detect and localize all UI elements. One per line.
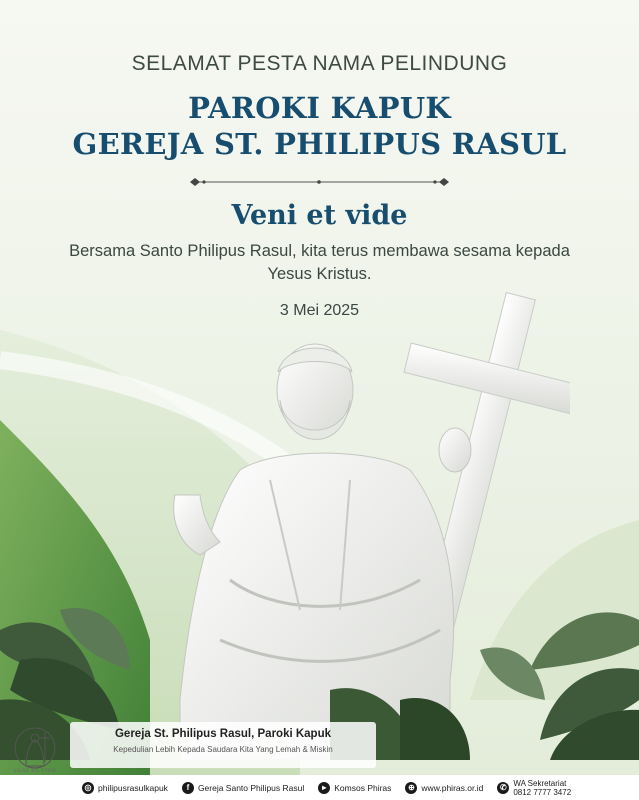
title-line-1: PAROKI KAPUK: [188, 91, 451, 125]
greeting-text: SELAMAT PESTA NAMA PELINDUNG: [131, 52, 508, 75]
contact-instagram[interactable]: [82, 782, 168, 794]
motto: Veni et vide: [231, 200, 408, 231]
contact-whatsapp[interactable]: [497, 779, 571, 797]
logo-text: VENI ET VIDE: [13, 768, 57, 774]
contact-facebook-text: Gereja Santo Philipus Rasul: [197, 782, 305, 793]
whatsapp-block: [513, 779, 571, 797]
whatsapp-label: WA Sekretariat: [513, 778, 567, 788]
contact-bar: [0, 775, 639, 800]
contact-youtube-text: Komsos Phiras: [334, 782, 392, 793]
contact-youtube[interactable]: [318, 782, 391, 794]
contact-website-text: www.phiras.or.id: [421, 782, 484, 793]
facebook-icon: f: [182, 782, 194, 794]
contact-website[interactable]: [405, 782, 483, 794]
subtitle: Bersama Santo Philipus Rasul, kita terus membawa sesama kepada Yesus Kristus.: [69, 242, 570, 283]
whatsapp-number: 0812 7777 3472: [513, 787, 572, 797]
whatsapp-icon: ✆: [497, 782, 509, 794]
title-line-2: GEREJA ST. PHILIPUS RASUL: [72, 127, 567, 161]
event-date: 3 Mei 2025: [279, 302, 360, 319]
globe-icon: ⊕: [405, 782, 417, 794]
ornament-divider: [190, 176, 449, 188]
footer-tagline: Kepedulian Lebih Kepada Saudara Kita Yang Lemah & Miskin: [113, 745, 333, 754]
contact-instagram-text: philipusrasulkapuk: [98, 782, 168, 793]
page-title: [0, 90, 639, 162]
youtube-icon: ▸: [318, 782, 330, 794]
footer-church-name: Gereja St. Philipus Rasul, Paroki Kapuk: [114, 728, 331, 740]
instagram-icon: ◎: [82, 782, 94, 794]
footer-card: [70, 722, 376, 768]
contact-facebook[interactable]: [182, 782, 304, 794]
header: [0, 52, 639, 162]
